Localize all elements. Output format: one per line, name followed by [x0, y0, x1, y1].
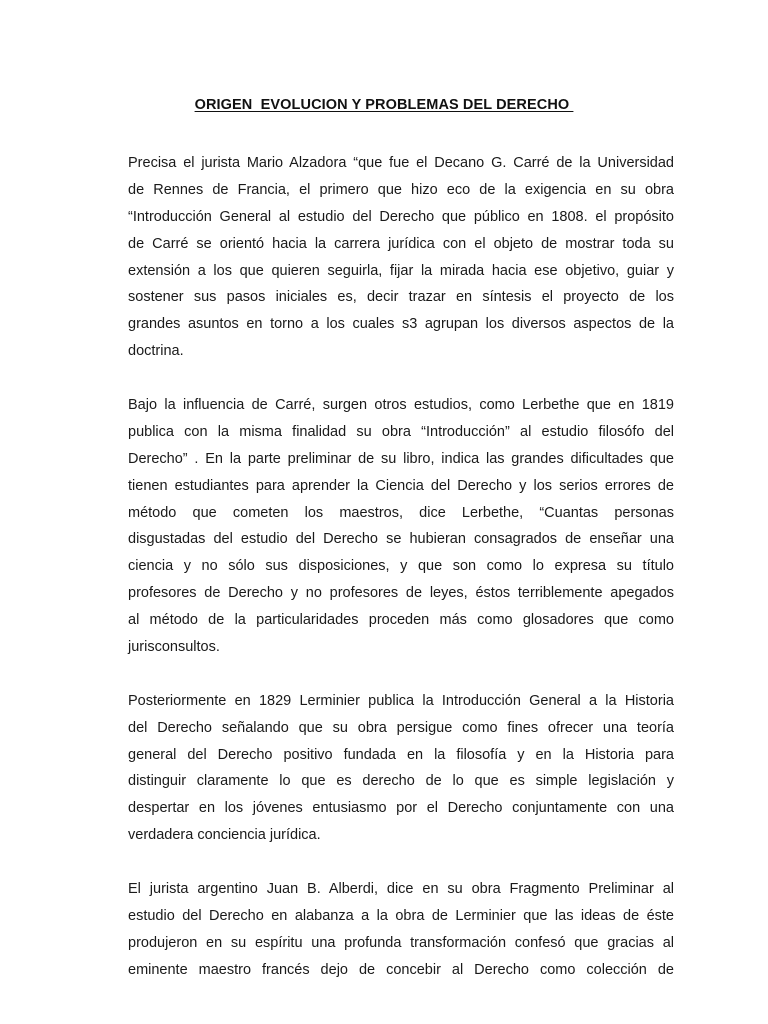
paragraph-line: del Derecho señalando que su obra persigue como fines ofrecer una teoría [128, 719, 674, 736]
paragraph-1 [128, 150, 674, 365]
paragraph-line: “Introducción General al estudio del Derecho que público en 1808. el propósito [128, 208, 674, 225]
document-title [0, 97, 768, 113]
paragraph-line: disgustadas del estudio del Derecho se hubieran consagrados de enseñar una [128, 531, 674, 548]
paragraph-line: Precisa el jurista Mario Alzadora “que fue el Decano G. Carré de la Universidad [128, 155, 674, 171]
paragraph-line: al método de la particularidades proceden más como glosadores que como [128, 612, 674, 629]
paragraph-line: de Carré se orientó hacia la carrera jurídica con el objeto de mostrar toda su [128, 235, 674, 252]
paragraph-line: ciencia y no sólo sus disposiciones, y que son como lo expresa su título [128, 558, 674, 575]
paragraph-line: Posteriormente en 1829 Lerminier publica la Introducción General a la Historia [128, 692, 674, 709]
paragraph-line: de Rennes de Francia, el primero que hizo eco de la exigencia en su obra [128, 181, 674, 198]
paragraph-line: distinguir claramente lo que es derecho de lo que es simple legislación y [128, 773, 674, 790]
paragraph-line: extensión a los que quieren seguirla, fijar la mirada hacia ese objetivo, guiar y [128, 262, 674, 279]
paragraph-line: grandes asuntos en torno a los cuales s3 agrupan los diversos aspectos de la [128, 316, 674, 333]
paragraph-line: Bajo la influencia de Carré, surgen otros estudios, como Lerbethe que en 1819 [128, 397, 674, 414]
document-title-text: ORIGEN EVOLUCION Y PROBLEMAS DEL DERECHO [194, 97, 574, 113]
paragraph-line: sostener sus pasos iniciales es, decir trazar en síntesis el proyecto de los [128, 289, 674, 306]
paragraph-line: doctrina. [128, 343, 184, 360]
paragraph-2 [128, 392, 674, 661]
paragraph-line: método que cometen los maestros, dice Lerbethe, “Cuantas personas [128, 504, 674, 521]
paragraph-line: estudio del Derecho en alabanza a la obra de Lerminier que las ideas de éste [128, 907, 674, 924]
paragraph-line: produjeron en su espíritu una profunda transformación confesó que gracias al [128, 934, 674, 951]
paragraph-line: Derecho” . En la parte preliminar de su libro, indica las grandes dificultades que [128, 450, 674, 467]
paragraph-line: El jurista argentino Juan B. Alberdi, dice en su obra Fragmento Preliminar al [128, 881, 674, 898]
paragraph-line: despertar en los jóvenes entusiasmo por el Derecho conjuntamente con una [128, 800, 674, 817]
paragraph-line: tienen estudiantes para aprender la Ciencia del Derecho y los serios errores de [128, 477, 674, 494]
paragraph-line: profesores de Derecho y no profesores de leyes, éstos terriblemente apegados [128, 585, 674, 602]
paragraph-line: publica con la misma finalidad su obra “Introducción” al estudio filosófo del [128, 423, 674, 440]
paragraph-line: eminente maestro francés dejo de concebir al Derecho como colección de [128, 961, 674, 978]
paragraph-line: verdadera conciencia jurídica. [128, 827, 321, 844]
paragraph-3 [128, 688, 674, 849]
paragraph-line: general del Derecho positivo fundada en la filosofía y en la Historia para [128, 746, 674, 763]
document-body [128, 150, 674, 1011]
paragraph-4 [128, 876, 674, 984]
paragraph-line: jurisconsultos. [128, 639, 220, 656]
